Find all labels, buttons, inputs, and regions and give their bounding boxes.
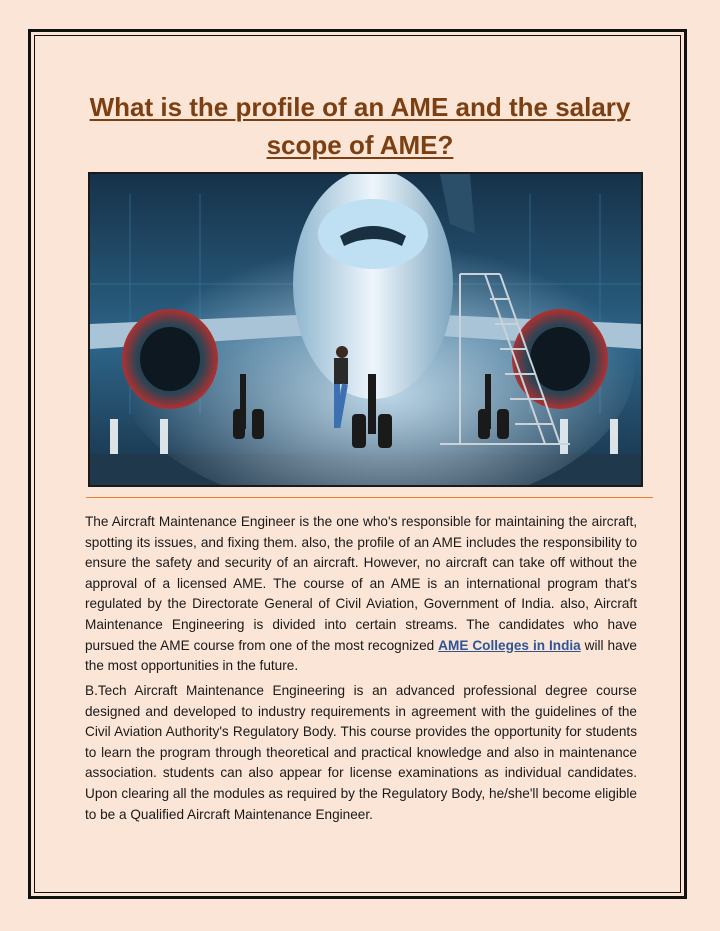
ame-colleges-link[interactable]: AME Colleges in India (438, 637, 581, 653)
section-divider (86, 497, 653, 498)
paragraph-ame-profile (85, 512, 637, 677)
page-title: What is the profile of an AME and the salary scope of AME? (89, 92, 631, 160)
aircraft-hangar-photo (88, 172, 643, 487)
paragraph-btech-ame: B.Tech Aircraft Maintenance Engineering is an advanced professional degree course designed and developed to industry requirements in agreement with the guidelines of the Civil Aviation Authority's Regulatory Body. This course provides the opportunity for students to learn the program through theoretical and practical knowledge and also in maintenance association. students can also appear for license examinations as individual candidates. Upon clearing all the modules as required by the Regulatory Body, he/she'll become eligible to be a Qualified Aircraft Maintenance Engineer. (85, 683, 637, 822)
paragraph-ame-profile-text-end: will have the most opportunities in the future. (85, 637, 637, 674)
paragraph-ame-profile-text: The Aircraft Maintenance Engineer is the one who's responsible for maintaining the aircraft, spotting its issues, and fixing them. also, the profile of an AME includes the responsibility to ensure the safety and security of an aircraft. However, no aircraft can take off without the approval of a licensed AME. The course of an AME is an international program that's regulated by the Directorate General of Civil Aviation, Government of India. also, Aircraft Maintenance Engineering is divided into certain streams. The candidates who have pursued the AME course from one of the most recognized (85, 514, 637, 653)
